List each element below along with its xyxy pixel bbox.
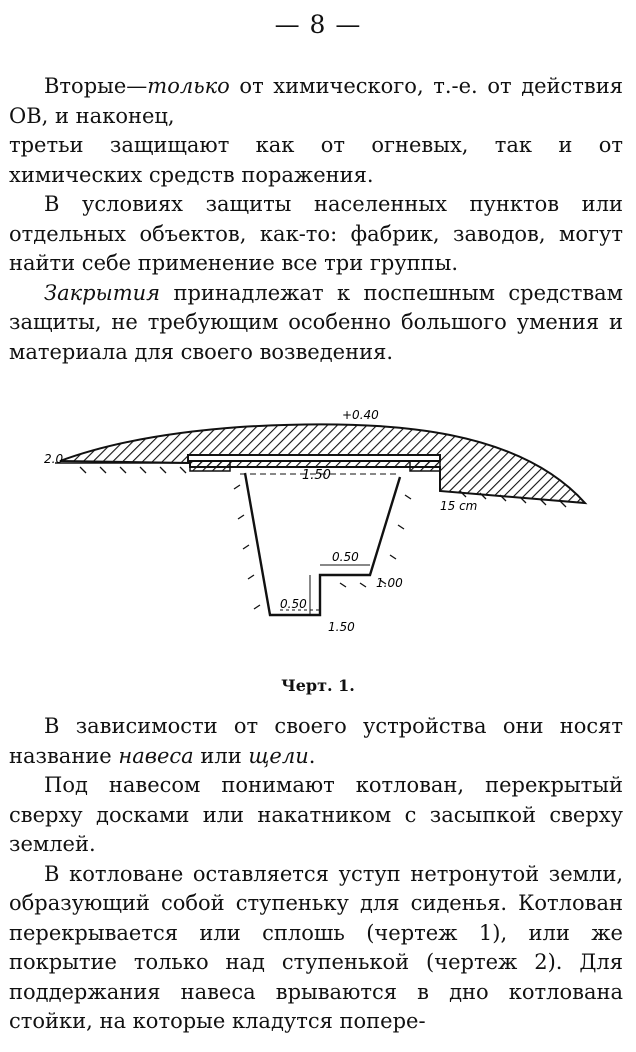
paragraph-1: Вторые—только от химического, т.-е. от действия ОВ, и наконец, <box>9 74 623 128</box>
paragraph-2: третьи защищают как от огневых, так и от химических средств поражения. <box>9 133 623 187</box>
label-bottom-width: 0.50 <box>280 597 307 611</box>
roof-support-left <box>190 461 230 471</box>
label-step-height: 1.00 <box>376 576 403 590</box>
label-bottom-depth: 1.50 <box>328 620 355 634</box>
paragraph-6: Под навесом понимают котлован, перекрытый сверху досками или накатником с засыпкой сверху землей. <box>9 773 623 856</box>
shelter-cross-section-diagram <box>40 405 600 665</box>
label-step-width: 0.50 <box>332 550 359 564</box>
paragraph-4: Закрытия принадлежат к поспешным средствам защиты, не требующим особенно большого умения и материала для своего возведения. <box>9 280 623 364</box>
italic-word: щели <box>248 743 309 768</box>
figure-caption: Черт. 1. <box>281 676 355 695</box>
paragraph-7: В котловане оставляется уступ нетронутой земли, образующий собой ступеньку для сиденья. Котлован перекрывается или сплошь (чертеж 1), или же покрытие только над ступенькой (чертеж 2). Для поддержания навеса врываются в дно котлована стойки, на которые кладутся попере- <box>9 861 623 1033</box>
paragraph-3: В условиях защиты населенных пунктов или отдельных объектов, как-то: фабрик, заводов, могут найти себе применение все три группы. <box>9 192 623 275</box>
italic-word: Закрытия <box>44 280 161 305</box>
text-block-top <box>9 72 623 367</box>
italic-word: навеса <box>118 743 194 768</box>
trench-profile <box>245 473 400 615</box>
roof-support-right <box>410 461 440 471</box>
roof-boards <box>188 455 440 461</box>
label-ground: 2.0 <box>44 452 64 466</box>
paragraph-5: В зависимости от своего устройства они носят название навеса или щели. <box>9 714 623 768</box>
italic-word: только <box>147 74 230 98</box>
text-block-bottom <box>9 712 623 1037</box>
label-width: 1.50 <box>302 468 331 483</box>
label-top-height: +0.40 <box>342 408 379 422</box>
label-thickness: 15 cm <box>440 499 478 513</box>
page-number: — 8 — <box>274 10 362 39</box>
